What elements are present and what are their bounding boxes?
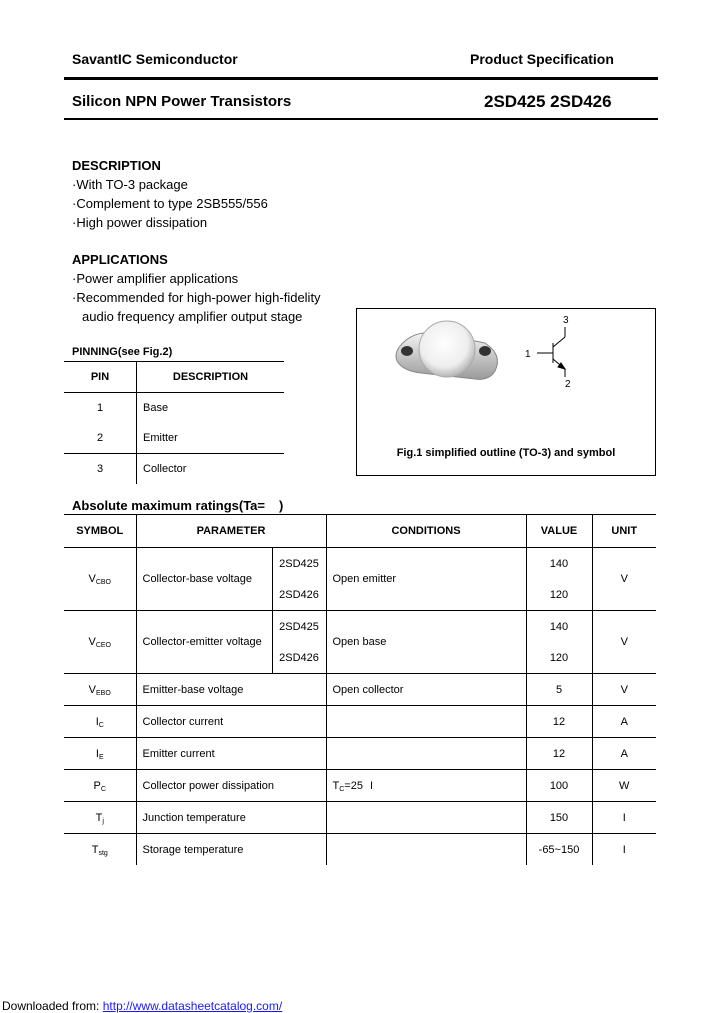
pin-number: 2 xyxy=(64,423,137,454)
symbol-subscript: CEO xyxy=(95,642,111,649)
symbol-cell xyxy=(64,802,136,834)
pin-number: 3 xyxy=(64,454,137,485)
table-row xyxy=(64,834,656,866)
description-item: ·With TO-3 package xyxy=(72,177,188,192)
figure-box xyxy=(356,308,656,476)
pin-header: PIN xyxy=(64,362,137,393)
symbol-letter: T xyxy=(91,843,99,856)
symbol-cell xyxy=(64,770,136,802)
unit-cell: A xyxy=(592,706,656,738)
unit-cell: W xyxy=(592,770,656,802)
pinning-title: PINNING(see Fig.2) xyxy=(72,346,173,358)
parameter-header: PARAMETER xyxy=(136,515,326,548)
table-row xyxy=(64,738,656,770)
value-cell: 150 xyxy=(526,802,592,834)
unit-cell: I xyxy=(622,843,626,856)
application-item: ·Power amplifier applications xyxy=(72,271,239,286)
applications-title: APPLICATIONS xyxy=(72,252,168,267)
description-item: ·Complement to type 2SB555/556 xyxy=(72,196,268,211)
conditions-cell: Open emitter xyxy=(326,548,526,611)
table-row xyxy=(64,770,656,802)
cond-symbol: T xyxy=(332,779,340,792)
unit-header: UNIT xyxy=(592,515,656,548)
conditions-header: CONDITIONS xyxy=(326,515,526,548)
type-cell: 2SD426 xyxy=(272,579,326,611)
unit-cell: V xyxy=(592,674,656,706)
parameter-cell: Storage temperature xyxy=(136,834,326,866)
to3-package-illustration xyxy=(357,309,655,439)
footer-link[interactable]: http://www.datasheetcatalog.com/ xyxy=(102,999,283,1013)
table-row xyxy=(64,706,656,738)
value-cell: 120 xyxy=(526,579,592,611)
symbol-subscript: j xyxy=(102,817,104,825)
npn-transistor-symbol xyxy=(537,327,565,377)
table-row xyxy=(64,611,656,643)
pin-description: Emitter xyxy=(143,432,178,444)
parameter-cell: Junction temperature xyxy=(136,802,326,834)
symbol-letter: V xyxy=(88,573,96,585)
symbol-subscript: C xyxy=(98,721,104,729)
header-rule-top xyxy=(64,77,658,80)
cond-subscript: C xyxy=(339,785,345,793)
symbol-subscript: stg xyxy=(98,849,108,857)
symbol-cell xyxy=(64,674,136,706)
type-cell: 2SD425 xyxy=(272,611,326,643)
value-cell: 140 xyxy=(526,611,592,643)
symbol-letter: T xyxy=(95,811,103,824)
description-item: ·High power dissipation xyxy=(72,215,208,230)
parameter-cell: Collector power dissipation xyxy=(136,770,326,802)
symbol-cell xyxy=(64,738,136,770)
conditions-cell xyxy=(326,738,526,770)
parameter-cell: Collector-emitter voltage xyxy=(136,611,272,674)
symbol-pin-2-label: 2 xyxy=(565,379,571,390)
symbol-subscript: C xyxy=(100,785,106,793)
symbol-letter: I xyxy=(95,715,99,728)
parameter-cell: Emitter current xyxy=(136,738,326,770)
unit-cell: V xyxy=(592,548,656,611)
value-cell: 120 xyxy=(526,642,592,674)
symbol-header: SYMBOL xyxy=(64,515,136,548)
value-cell: 12 xyxy=(526,738,592,770)
value-header: VALUE xyxy=(526,515,592,548)
ratings-title-text: Absolute maximum ratings(Ta= xyxy=(72,498,265,513)
part-numbers: 2SD425 2SD426 xyxy=(484,92,612,111)
company-name: SavantIC Semiconductor xyxy=(72,51,238,67)
value-cell: 5 xyxy=(526,674,592,706)
parameter-cell: Collector-base voltage xyxy=(136,548,272,611)
conditions-cell: Open collector xyxy=(326,674,526,706)
application-item: ·Recommended for high-power high-fidelity xyxy=(72,290,321,305)
product-line: Silicon NPN Power Transistors xyxy=(72,93,292,110)
header-rule-bottom xyxy=(64,118,658,120)
pin-desc-header: DESCRIPTION xyxy=(137,362,285,393)
footer xyxy=(2,999,282,1013)
symbol-letter: V xyxy=(88,636,96,648)
symbol-pin-3-label: 3 xyxy=(563,315,569,326)
conditions-cell xyxy=(326,802,526,834)
table-row xyxy=(64,674,656,706)
symbol-pin-1-label: 1 xyxy=(525,349,531,360)
unit-cell: I xyxy=(592,802,656,834)
parameter-cell: Emitter-base voltage xyxy=(136,674,326,706)
pin-number: 1 xyxy=(64,393,137,424)
value-cell: 100 xyxy=(526,770,592,802)
pin-description: Collector xyxy=(137,454,285,485)
type-cell: 2SD425 xyxy=(272,548,326,580)
conditions-cell xyxy=(326,834,526,866)
symbol-cell xyxy=(64,834,136,866)
table-row xyxy=(64,423,284,454)
symbol-cell xyxy=(64,548,136,611)
value-cell: -65~150 xyxy=(526,834,592,866)
pinning-table xyxy=(64,362,284,484)
table-row xyxy=(64,802,656,834)
symbol-cell xyxy=(64,611,136,674)
conditions-cell: Open base xyxy=(326,611,526,674)
cond-unit: I xyxy=(370,779,374,792)
ratings-title xyxy=(72,498,283,513)
spec-label: Product Specification xyxy=(470,51,614,67)
ratings-title-end: ) xyxy=(279,498,284,513)
conditions-cell xyxy=(326,770,526,802)
figure-caption: Fig.1 simplified outline (TO-3) and symbol xyxy=(396,447,616,459)
table-row xyxy=(64,548,656,580)
symbol-subscript: E xyxy=(98,753,104,761)
pin-description: Base xyxy=(143,402,169,414)
ratings-table xyxy=(64,514,656,865)
parameter-cell: Collector current xyxy=(136,706,326,738)
type-cell: 2SD426 xyxy=(272,642,326,674)
symbol-letter: P xyxy=(93,779,101,792)
cond-value: =25 xyxy=(344,779,363,792)
symbol-subscript: EBO xyxy=(96,689,111,697)
application-item: audio frequency amplifier output stage xyxy=(82,309,303,324)
table-row xyxy=(64,454,284,485)
value-cell: 12 xyxy=(526,706,592,738)
unit-cell: V xyxy=(592,611,656,674)
footer-label: Downloaded from: xyxy=(2,999,100,1013)
conditions-cell xyxy=(326,706,526,738)
description-title: DESCRIPTION xyxy=(72,158,161,173)
symbol-subscript: CBO xyxy=(95,579,111,586)
symbol-letter: V xyxy=(88,683,97,696)
symbol-cell xyxy=(64,706,136,738)
value-cell: 140 xyxy=(526,548,592,580)
symbol-letter: I xyxy=(95,747,99,760)
unit-cell: A xyxy=(592,738,656,770)
table-row xyxy=(64,393,284,424)
